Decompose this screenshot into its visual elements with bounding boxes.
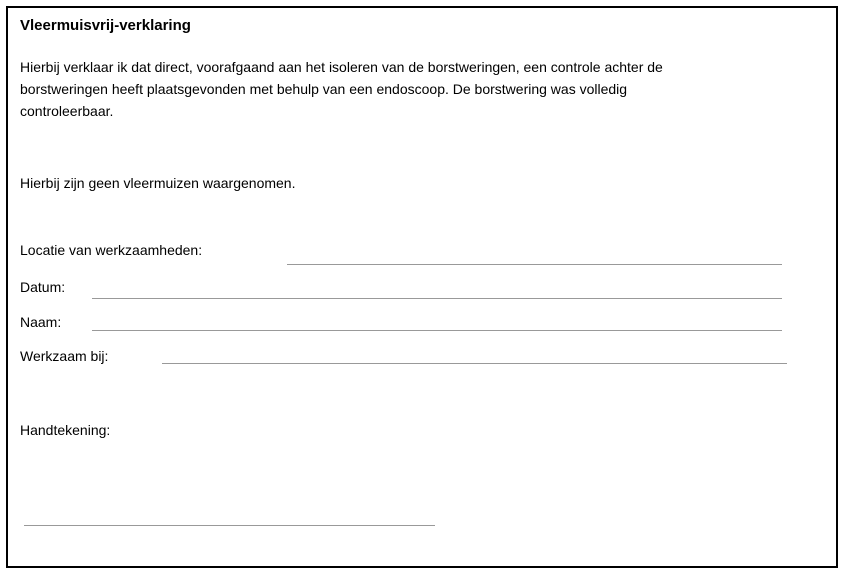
form-title: Vleermuisvrij-verklaring bbox=[20, 17, 191, 34]
paragraph-line: Hierbij verklaar ik dat direct, voorafgaand aan het isoleren van de borstweringen, een controle achter de bbox=[20, 59, 663, 75]
location-label: Locatie van werkzaamheden: bbox=[20, 242, 203, 258]
declaration-paragraph bbox=[20, 56, 810, 122]
signature-label: Handtekening: bbox=[20, 422, 111, 438]
employer-field[interactable] bbox=[162, 363, 787, 364]
date-field[interactable] bbox=[92, 298, 782, 299]
name-field[interactable] bbox=[92, 330, 782, 331]
statement-text: Hierbij zijn geen vleermuizen waargenomen. bbox=[20, 175, 296, 191]
paragraph-line: controleerbaar. bbox=[20, 103, 114, 119]
signature-field[interactable] bbox=[24, 525, 435, 526]
date-label: Datum: bbox=[20, 279, 66, 295]
employer-label: Werkzaam bij: bbox=[20, 348, 109, 364]
paragraph-line: borstweringen heeft plaatsgevonden met behulp van een endoscoop. De borstwering was volledig bbox=[20, 81, 628, 97]
name-label: Naam: bbox=[20, 314, 62, 330]
location-field[interactable] bbox=[287, 264, 782, 265]
